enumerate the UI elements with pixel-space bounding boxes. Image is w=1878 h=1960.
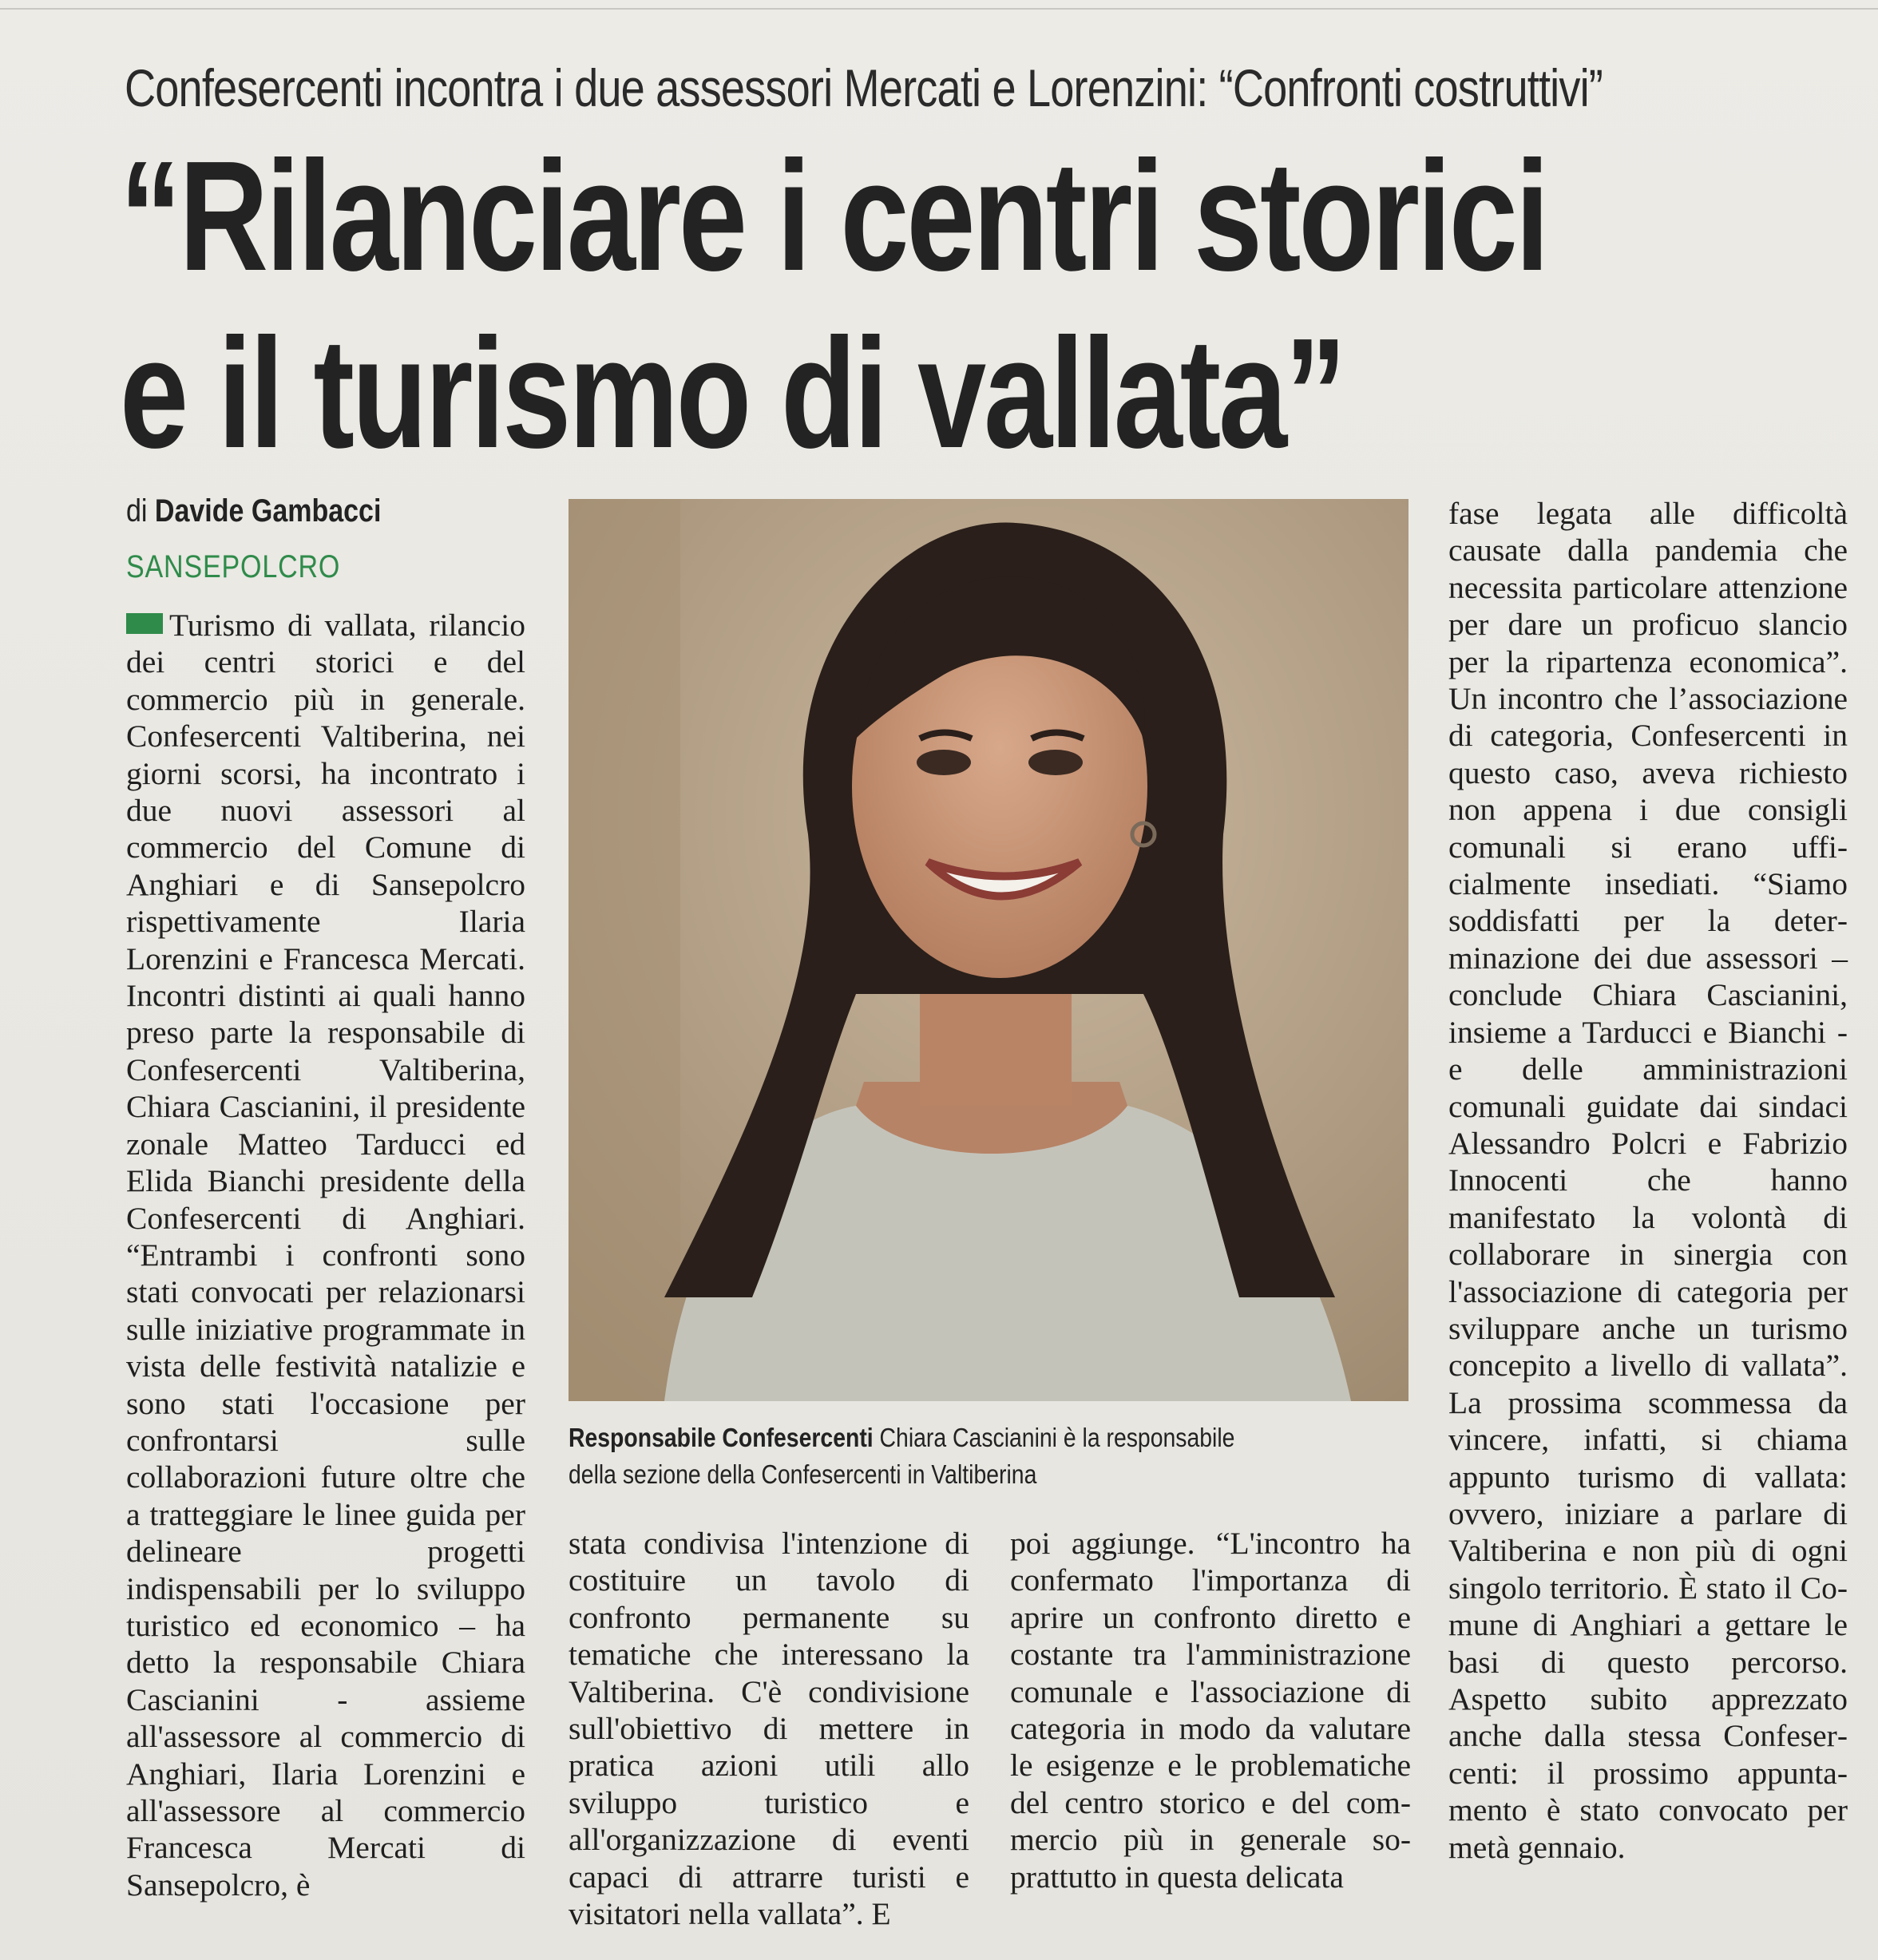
headline [120, 128, 1855, 482]
column-3-text: poi aggiunge. “L'incontro ha confermato l'importanza di aprire un confronto diretto e costante tra l'amministrazione comunale e l'associazione di categoria in modo da valutare le esigenze e le problematiche del centro storico e del commercio più in generale soprattutto in questa delicata [1010, 1526, 1411, 1895]
article-column-4 [1448, 495, 1848, 1866]
article-column-3 [1010, 1525, 1411, 1895]
photo-caption [569, 1420, 1297, 1493]
article-column-1 [126, 607, 525, 1903]
top-rule [0, 8, 1878, 10]
caption-text-2: della sezione della Confesercenti in Valtiberina [569, 1459, 1037, 1489]
green-square-icon [126, 613, 163, 634]
headline-line-1: “Rilanciare i centri storici [120, 129, 1547, 303]
dateline-location: SANSEPOLCRO [126, 549, 341, 584]
caption-text-1: Chiara Cascianini è la responsabile [879, 1423, 1235, 1452]
column-1-text: Turismo di vallata, rilancio dei centri storici e del commercio più in generale. Confesercenti Valtiberina, nei giorni scorsi, ha incontrato i due nuovi assessori al commercio del Comune di Anghiari e di Sansepolcro rispettivamente Ilaria Lorenzini e Francesca Mercati. Incontri distinti ai quali hanno preso parte la responsabile di Confesercenti Valtiberina, Chiara Cascianini, il presidente zonale Matteo Tarducci ed Elida Bianchi presidente della Confesercenti di Anghiari. “Entrambi i confronti sono stati convocati per relazionarsi sulle iniziative programmate in vista delle festività natalizie e sono stati l'occasione per confrontarsi sulle collaborazioni future oltre che a tratteggiare le linee guida per delineare progetti indispensabili per lo sviluppo turistico ed economico – ha detto la responsabile Chiara Cascianini - assieme all'assessore al commercio di Anghiari, Ilaria Lorenzini e all'assessore al commercio Francesca Mercati di Sansepolcro, è [126, 608, 525, 1903]
portrait-illustration [569, 499, 1408, 1401]
caption-title: Responsabile Confesercenti [569, 1423, 874, 1452]
byline-prefix: di [126, 493, 148, 529]
article-column-2 [569, 1525, 969, 1932]
portrait-photo [569, 499, 1408, 1401]
byline [126, 493, 381, 529]
column-4-text: fase legata alle difficoltà causate dalla pandemia che necessita particolare attenzione per dare un proficuo slancio per la ripartenza economica”. Un incontro che l’associazione di categoria, Confesercenti in questo caso, aveva richiesto non appena i due consigli comunali si erano ufficialmente insediati. “Siamo soddisfatti per la determinazione dei due assessori – conclude Chiara Cascianini, insieme a Tarducci e Bianchi - e delle amministrazioni comunali guidate dai sindaci Alessandro Polcri e Fabrizio Innocenti che hanno manifestato la volontà di collaborare in sinergia con l'associazione di categoria per sviluppare anche un turismo concepito a livello di vallata”. La prossima scommessa da vincere, infatti, si chiama appunto turismo di vallata: ovvero, iniziare a parlare di Valtiberina e non più di ogni singolo territorio. È stato il Comune di Anghiari a gettare le basi di questo percorso. Aspetto subito apprezzato anche dalla stessa Confesercenti: il prossimo appuntamento è stato convocato per metà gennaio. [1448, 496, 1848, 1865]
headline-line-2: e il turismo di vallata” [120, 306, 1345, 481]
kicker: Confesercenti incontra i due assessori Mercati e Lorenzini: “Confronti costruttivi” [125, 58, 1603, 117]
author-name: Davide Gambacci [154, 493, 382, 529]
column-2-text: stata condivisa l'intenzione di costituire un tavolo di confronto permanente su tematiche che interessano la Valtiberina. C'è condivisione sull'obiettivo di mettere in pratica azioni utili allo sviluppo turistico e all'organizzazione di eventi capaci di attrarre turisti e visitatori nella vallata”. E [569, 1526, 969, 1932]
